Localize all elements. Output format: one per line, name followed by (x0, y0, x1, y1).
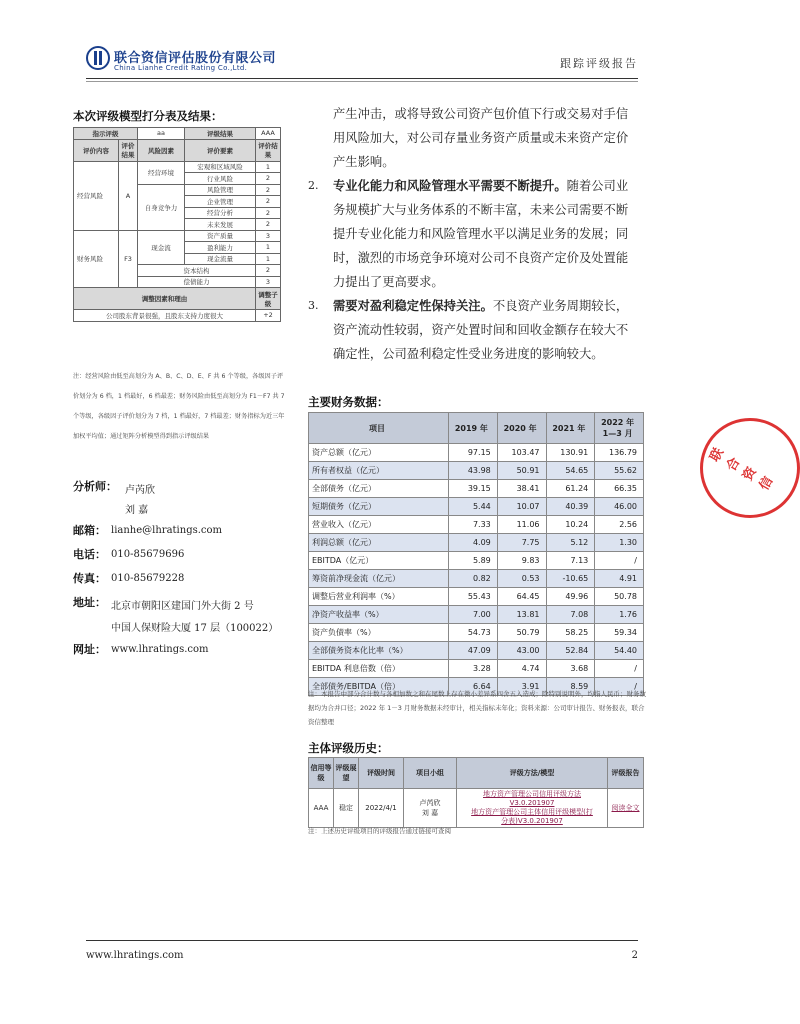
fin-value: 7.75 (497, 534, 546, 552)
capital-structure-label: 资本结构 (138, 265, 256, 277)
fin-value: 103.47 (497, 444, 546, 462)
fin-value: 55.62 (595, 462, 644, 480)
fin-value: 66.35 (595, 480, 644, 498)
fin-item: 全部债务（亿元） (309, 480, 449, 498)
fin-value: 1.76 (595, 606, 644, 624)
item-number: 2. (308, 179, 319, 192)
model-link[interactable]: 分表)V3.0.201907 (501, 817, 563, 825)
fin-item: 营业收入（亿元） (309, 516, 449, 534)
fin-value: 50.79 (497, 624, 546, 642)
fin-value: 49.96 (546, 588, 595, 606)
element-score: 2 (256, 173, 281, 185)
fin-value: 6.64 (449, 678, 498, 696)
fin-value: 64.45 (497, 588, 546, 606)
fin-value: 3.28 (449, 660, 498, 678)
fin-value: 54.73 (449, 624, 498, 642)
risk-item-line: 提升专业化能力和风险管理水平以满足业务的发展；同 (333, 227, 629, 241)
risk-item-3-first: 需要对盈利稳定性保持关注。不良资产业务周期较长， (333, 299, 629, 313)
fin-value: 55.43 (449, 588, 498, 606)
rating-model-table (73, 127, 281, 322)
fin-value: 97.15 (449, 444, 498, 462)
element-score: 2 (256, 184, 281, 196)
method-link[interactable]: V3.0.201907 (509, 799, 555, 807)
debt-capacity-label: 偿债能力 (138, 276, 256, 288)
fax-value: 010-85679228 (111, 573, 185, 584)
address-line-1: 北京市朝阳区建国门外大街 2 号 (111, 601, 254, 612)
element-row: 现金流量 (185, 253, 256, 265)
fin-row (309, 588, 644, 606)
model-link[interactable]: 地方资产管理公司主体信用评级模型(打 (471, 808, 593, 816)
history-note: 注：上述历史评级项目的评级报告通过链接可查阅 (308, 827, 451, 835)
fin-item: 利润总额（亿元） (309, 534, 449, 552)
fin-value: / (595, 678, 644, 696)
fax-label: 传真： (73, 572, 106, 585)
element-row: 宏观和区域风险 (185, 161, 256, 173)
fin-risk-label: 财务风险 (74, 230, 119, 288)
hist-date: 2022/4/1 (359, 789, 404, 828)
hist-header: 评级报告 (608, 758, 644, 789)
read-report-link[interactable]: 阅读全文 (611, 804, 640, 812)
item-number: 3. (308, 299, 319, 312)
col-result2: 评价结果 (256, 139, 281, 161)
fin-value: 7.13 (546, 552, 595, 570)
history-section-title: 主体评级历史： (308, 741, 389, 755)
risk-cont-line: 产生影响。 (333, 155, 395, 169)
model-section-title: 本次评级模型打分表及结果： (73, 109, 223, 123)
report-type: 跟踪评级报告 (560, 57, 638, 70)
biz-risk-grade: A (119, 161, 138, 230)
element-row: 经营分析 (185, 207, 256, 219)
fin-value: 50.78 (595, 588, 644, 606)
footer-website[interactable]: www.lhratings.com (86, 950, 184, 961)
fin-item: 调整后营业利润率（%） (309, 588, 449, 606)
fin-header: 2022 年 1—3 月 (595, 413, 644, 444)
address-line-2: 中国人保财险大厦 17 层（100022） (111, 623, 279, 634)
fin-item: 全部债务/EBITDA（倍） (309, 678, 449, 696)
hist-header: 评级方法/模型 (457, 758, 608, 789)
rating-history-table (308, 757, 644, 828)
fin-row (309, 444, 644, 462)
result-label: 评级结果 (185, 128, 256, 140)
fin-row (309, 552, 644, 570)
fin-row (309, 570, 644, 588)
fin-value: 8.59 (546, 678, 595, 696)
fin-value: / (595, 660, 644, 678)
hist-header: 信用等级 (309, 758, 334, 789)
fin-row (309, 516, 644, 534)
element-row: 资产质量 (185, 230, 256, 242)
fin-value: 5.44 (449, 498, 498, 516)
phone-value: 010-85679696 (111, 549, 185, 560)
header-divider-thin (86, 81, 638, 82)
header-divider (86, 78, 638, 79)
fin-item: 资产总额（亿元） (309, 444, 449, 462)
fin-value: 3.68 (546, 660, 595, 678)
element-row: 行业风险 (185, 173, 256, 185)
address-label: 地址： (73, 596, 106, 609)
financial-data-table (308, 412, 644, 696)
website-label: 网址： (73, 643, 106, 656)
fin-value: 0.82 (449, 570, 498, 588)
fin-row (309, 498, 644, 516)
element-score: 1 (256, 161, 281, 173)
risk-item-line: 力提出了更高要求。 (333, 275, 444, 289)
page-number: 2 (631, 950, 638, 961)
element-row: 盈利能力 (185, 242, 256, 254)
fin-item: 短期债务（亿元） (309, 498, 449, 516)
fin-row (309, 624, 644, 642)
fin-value: 9.83 (497, 552, 546, 570)
fin-value: 43.98 (449, 462, 498, 480)
website-link[interactable]: www.lhratings.com (111, 644, 209, 655)
fin-value: 54.65 (546, 462, 595, 480)
fin-value: 7.08 (546, 606, 595, 624)
fin-risk-grade: F3 (119, 230, 138, 288)
cash-flow-label: 现金流 (138, 230, 185, 265)
email-link[interactable]: lianhe@lhratings.com (111, 525, 223, 536)
adj-value: +2 (256, 310, 281, 322)
fin-item: 净资产收益率（%） (309, 606, 449, 624)
fin-value: / (595, 552, 644, 570)
fin-row (309, 642, 644, 660)
fin-value: 46.00 (595, 498, 644, 516)
fin-row (309, 606, 644, 624)
fin-value: 59.34 (595, 624, 644, 642)
hist-method-links[interactable] (457, 789, 608, 828)
footer-divider (86, 940, 638, 941)
fin-value: 136.79 (595, 444, 644, 462)
fin-value: 13.81 (497, 606, 546, 624)
fin-value: 4.09 (449, 534, 498, 552)
fin-row (309, 462, 644, 480)
result-value: AAA (256, 128, 281, 140)
fin-value: 40.39 (546, 498, 595, 516)
fin-value: 1.30 (595, 534, 644, 552)
fin-value: 2.56 (595, 516, 644, 534)
analyst-1: 卢芮欣 (125, 485, 155, 496)
fin-value: 11.06 (497, 516, 546, 534)
element-row: 未来发展 (185, 219, 256, 231)
fin-note: 注：本报告中部分合计数与各相加数之和在尾数上存在微小差异系四舍五入造成；除特别说明外，均指人民币；财务数据均为合并口径；2022 年 1－3 月财务数据未经审计，相关指标未年化；资料来源：公司审计报告、财务报表，联合资信整理 (308, 690, 646, 726)
fin-value: 58.25 (546, 624, 595, 642)
fin-value: 5.89 (449, 552, 498, 570)
fin-value: 54.40 (595, 642, 644, 660)
biz-env-label: 经营环境 (138, 161, 185, 184)
hist-outlook: 稳定 (334, 789, 359, 828)
fin-value: 4.74 (497, 660, 546, 678)
risk-cont-line: 产生冲击，或将导致公司资产包价值下行或交易对手信 (333, 107, 629, 121)
analyst-2: 刘 嘉 (125, 505, 149, 516)
fin-row (309, 534, 644, 552)
fin-value: 0.53 (497, 570, 546, 588)
element-score: 2 (256, 196, 281, 208)
company-name-cn: 联合资信评估股份有限公司 (114, 51, 277, 66)
capital-structure-score: 2 (256, 265, 281, 277)
hist-team: 卢芮欣 刘 嘉 (404, 789, 457, 828)
method-link[interactable]: 地方资产管理公司信用评级方法 (483, 790, 581, 798)
fin-header: 2021 年 (546, 413, 595, 444)
company-name-en: China Lianhe Credit Rating Co.,Ltd. (114, 64, 248, 72)
fin-value: 50.91 (497, 462, 546, 480)
element-score: 1 (256, 242, 281, 254)
seal-text: 联合资信 (707, 445, 777, 493)
fin-value: 52.84 (546, 642, 595, 660)
fin-value: 7.33 (449, 516, 498, 534)
element-row: 企业管理 (185, 196, 256, 208)
biz-risk-label: 经营风险 (74, 161, 119, 230)
col-factor: 风险因素 (138, 139, 185, 161)
fin-value: 10.24 (546, 516, 595, 534)
company-logo-icon (86, 46, 110, 70)
element-score: 1 (256, 253, 281, 265)
adj-label: 调整因素和理由 (74, 288, 256, 310)
fin-value: 10.07 (497, 498, 546, 516)
fin-item: 全部债务资本化比率（%） (309, 642, 449, 660)
fin-value: 38.41 (497, 480, 546, 498)
risk-item-line: 务规模扩大与业务体系的不断丰富，未来公司需要不断 (333, 203, 629, 217)
fin-value: 5.12 (546, 534, 595, 552)
fin-item: EBITDA（亿元） (309, 552, 449, 570)
phone-label: 电话： (73, 548, 106, 561)
col-result: 评价结果 (119, 139, 138, 161)
indicator-value: aa (138, 128, 185, 140)
element-score: 2 (256, 207, 281, 219)
adj-reason: 公司股东背景很强，且股东支持力度很大 (74, 310, 256, 322)
hist-header: 项目小组 (404, 758, 457, 789)
indicator-label: 指示评级 (74, 128, 138, 140)
fin-item: 所有者权益（亿元） (309, 462, 449, 480)
col-content: 评价内容 (74, 139, 119, 161)
fin-row (309, 660, 644, 678)
fin-item: 筹资前净现金流（亿元） (309, 570, 449, 588)
hist-header: 评级展望 (334, 758, 359, 789)
fin-header: 项目 (309, 413, 449, 444)
col-element: 评价要素 (185, 139, 256, 161)
hist-header: 评级时间 (359, 758, 404, 789)
risk-item-line: 资产流动性较弱，资产处置时间和回收金额存在较大不 (333, 323, 629, 337)
adj-sub-label: 调整子级 (256, 288, 281, 310)
analyst-label: 分析师： (73, 480, 117, 493)
fin-value: 130.91 (546, 444, 595, 462)
fin-value: 43.00 (497, 642, 546, 660)
fin-value: 7.00 (449, 606, 498, 624)
model-note: 注：经营风险由低至高划分为 A、B、C、D、E、F 共 6 个等级，各级因子评价划分为 6 档，1 档最好，6 档最差；财务风险由低至高划分为 F1－F7 共 7 个等级，各级因子评价划分为 7 档，1 档最好，7 档最差；财务指标为近三年加权平均值；通过矩阵分析模型得到指示评级结果 (73, 373, 285, 440)
risk-item-line: 确定性，公司盈利稳定性受业务进度的影响较大。 (333, 347, 604, 361)
fin-row (309, 480, 644, 498)
element-score: 2 (256, 219, 281, 231)
email-label: 邮箱： (73, 524, 106, 537)
biz-comp-label: 自身竞争力 (138, 184, 185, 230)
fin-header: 2020 年 (497, 413, 546, 444)
risk-item-line: 时，激烈的市场竞争环境对公司不良资产定价及处置能 (333, 251, 629, 265)
fin-value: 61.24 (546, 480, 595, 498)
fin-value: -10.65 (546, 570, 595, 588)
fin-item: EBITDA 利息倍数（倍） (309, 660, 449, 678)
fin-section-title: 主要财务数据： (308, 395, 389, 409)
element-row: 风险管理 (185, 184, 256, 196)
fin-value: 47.09 (449, 642, 498, 660)
fin-value: 39.15 (449, 480, 498, 498)
fin-header: 2019 年 (449, 413, 498, 444)
fin-item: 资产负债率（%） (309, 624, 449, 642)
fin-value: 4.91 (595, 570, 644, 588)
element-score: 3 (256, 230, 281, 242)
debt-capacity-score: 3 (256, 276, 281, 288)
hist-rating: AAA (309, 789, 334, 828)
risk-cont-line: 用风险加大，对公司存量业务资产质量或未来资产定价 (333, 131, 629, 145)
fin-value: 3.91 (497, 678, 546, 696)
risk-item-2-first: 专业化能力和风险管理水平需要不断提升。随着公司业 (333, 179, 629, 193)
